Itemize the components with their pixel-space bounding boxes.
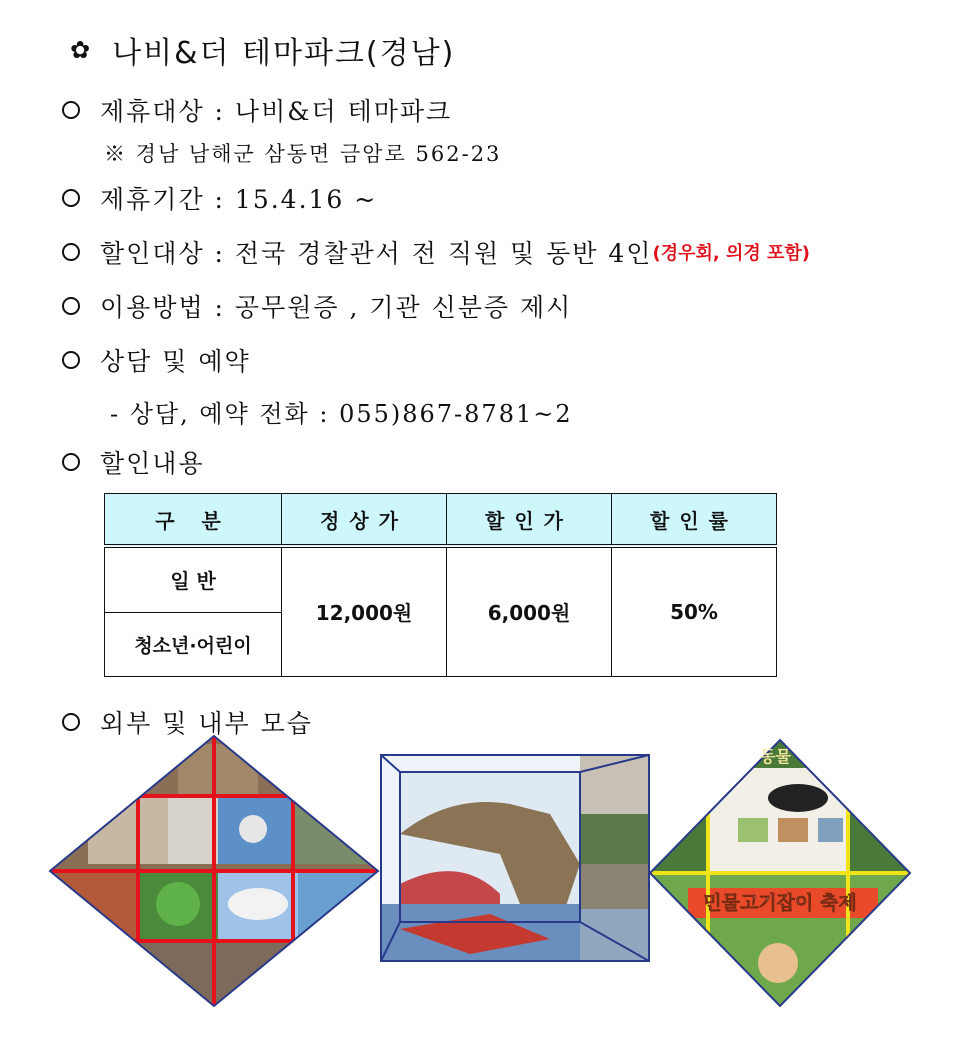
discount-table xyxy=(104,493,777,677)
sale-price: 6,000원 xyxy=(447,546,612,676)
col-rate: 할인률 xyxy=(612,494,777,547)
partner-address: ※ 경남 남해군 삼동면 금암로 562-23 xyxy=(104,142,502,166)
period-line xyxy=(62,180,377,216)
col-sale: 할인가 xyxy=(447,494,612,547)
discount-line xyxy=(62,444,205,480)
target-label: 할인대상 : 전국 경찰관서 전 직원 및 동반 4인 xyxy=(100,239,653,268)
usage-line xyxy=(62,288,572,324)
discount-rate: 50% xyxy=(612,546,777,676)
consult-label: 상담 및 예약 xyxy=(100,347,251,376)
page-title xyxy=(70,28,455,72)
circle-bullet-icon xyxy=(62,351,80,369)
target-line xyxy=(62,234,810,270)
circle-bullet-icon xyxy=(62,243,80,261)
period-label: 제휴기간 : 15.4.16 ~ xyxy=(100,185,378,214)
flower-icon: ✿ xyxy=(70,36,93,64)
usage-label: 이용방법 : 공무원증 , 기관 신분증 제시 xyxy=(100,293,573,322)
right-top-text: 동물 xyxy=(760,747,791,766)
partner-label: 제휴대상 : 나비&더 테마파크 xyxy=(100,97,453,126)
left-photo-collage xyxy=(48,734,380,1008)
col-category: 구 분 xyxy=(105,494,282,547)
circle-bullet-icon xyxy=(62,713,80,731)
page-title-text: 나비&더 테마파크(경남) xyxy=(112,36,456,71)
circle-bullet-icon xyxy=(62,453,80,471)
discount-label: 할인내용 xyxy=(100,449,205,478)
center-photo-collage xyxy=(380,754,650,962)
consult-line xyxy=(62,342,251,378)
regular-price: 12,000원 xyxy=(282,546,447,676)
photos-label: 외부 및 내부 모습 xyxy=(100,709,313,738)
partner-line xyxy=(62,92,452,128)
circle-bullet-icon xyxy=(62,297,80,315)
consult-phone: - 상담, 예약 전화 : 055)867-8781~2 xyxy=(110,400,573,428)
target-note: (경우회, 의경 포함) xyxy=(652,243,811,264)
right-banner-text: 민물고기잡이 축제 xyxy=(703,892,857,914)
row-general: 일 반 xyxy=(105,546,282,612)
right-photo-collage xyxy=(648,738,912,1008)
circle-bullet-icon xyxy=(62,101,80,119)
circle-bullet-icon xyxy=(62,189,80,207)
col-regular: 정상가 xyxy=(282,494,447,547)
row-youth: 청소년·어린이 xyxy=(105,612,282,676)
